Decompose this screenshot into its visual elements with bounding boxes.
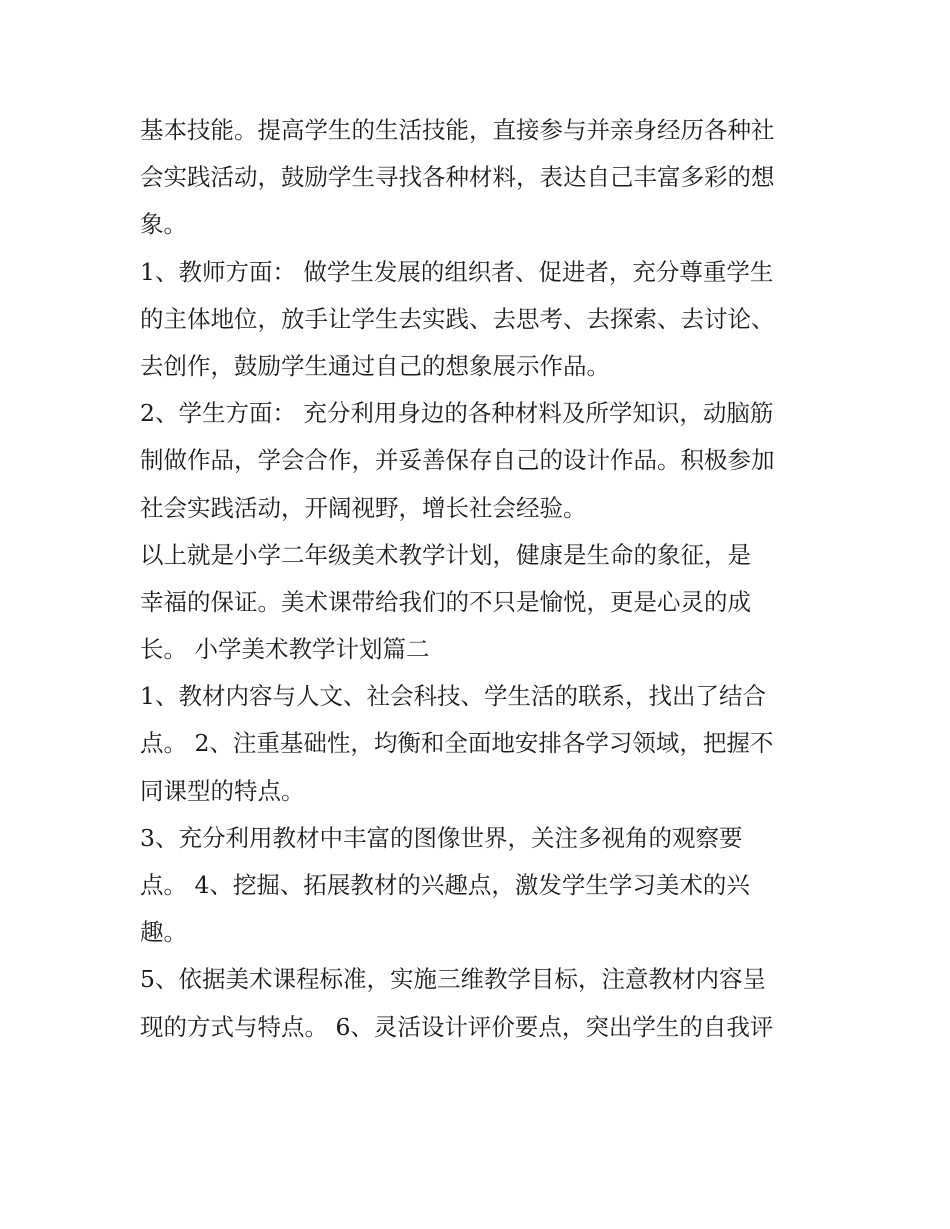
text-line: 幸福的保证。美术课带给我们的不只是愉悦，更是心灵的成 — [140, 587, 751, 616]
document-body — [140, 107, 820, 1051]
text-line: 制做作品，学会合作，并妥善保存自己的设计作品。积极参加 — [140, 446, 775, 475]
text-line: 点。 4、挖掘、拓展教材的兴趣点，激发学生学习美术的兴 — [140, 871, 750, 899]
text-line: 同课型的特点。 — [140, 776, 305, 805]
text-line: 点。 2、注重基础性，均衡和全面地安排各学习领域，把握不 — [140, 729, 774, 758]
text-line: 3、充分利用教材中丰富的图像世界，关注多视角的观察要 — [140, 823, 743, 852]
text-line: 1、教师方面： 做学生发展的组织者、促进者，充分尊重学生 — [140, 257, 774, 286]
text-line: 趣。 — [140, 918, 187, 947]
text-line: 社会实践活动，开阔视野，增长社会经验。 — [140, 493, 587, 522]
text-line: 长。 小学美术教学计划篇二 — [140, 635, 430, 664]
text-line: 以上就是小学二年级美术教学计划，健康是生命的象征，是 — [140, 540, 751, 569]
text-line: 的主体地位，放手让学生去实践、去思考、去探索、去讨论、 — [140, 304, 775, 333]
text-line: 基本技能。提高学生的生活技能，直接参与并亲身经历各种社 — [140, 116, 775, 144]
text-line: 现的方式与特点。 6、灵活设计评价要点，突出学生的自我评 — [140, 1012, 774, 1041]
text-line: 2、学生方面： 充分利用身边的各种材料及所学知识，动脑筋 — [140, 399, 774, 428]
text-line: 5、依据美术课程标准，实施三维教学目标，注意教材内容呈 — [140, 965, 766, 994]
text-line: 象。 — [140, 210, 187, 239]
text-line: 去创作，鼓励学生通过自己的想象展示作品。 — [140, 351, 610, 380]
text-line: 会实践活动，鼓励学生寻找各种材料，表达自己丰富多彩的想 — [140, 163, 775, 192]
text-line: 1、教材内容与人文、社会科技、学生活的联系，找出了结合 — [140, 682, 766, 711]
